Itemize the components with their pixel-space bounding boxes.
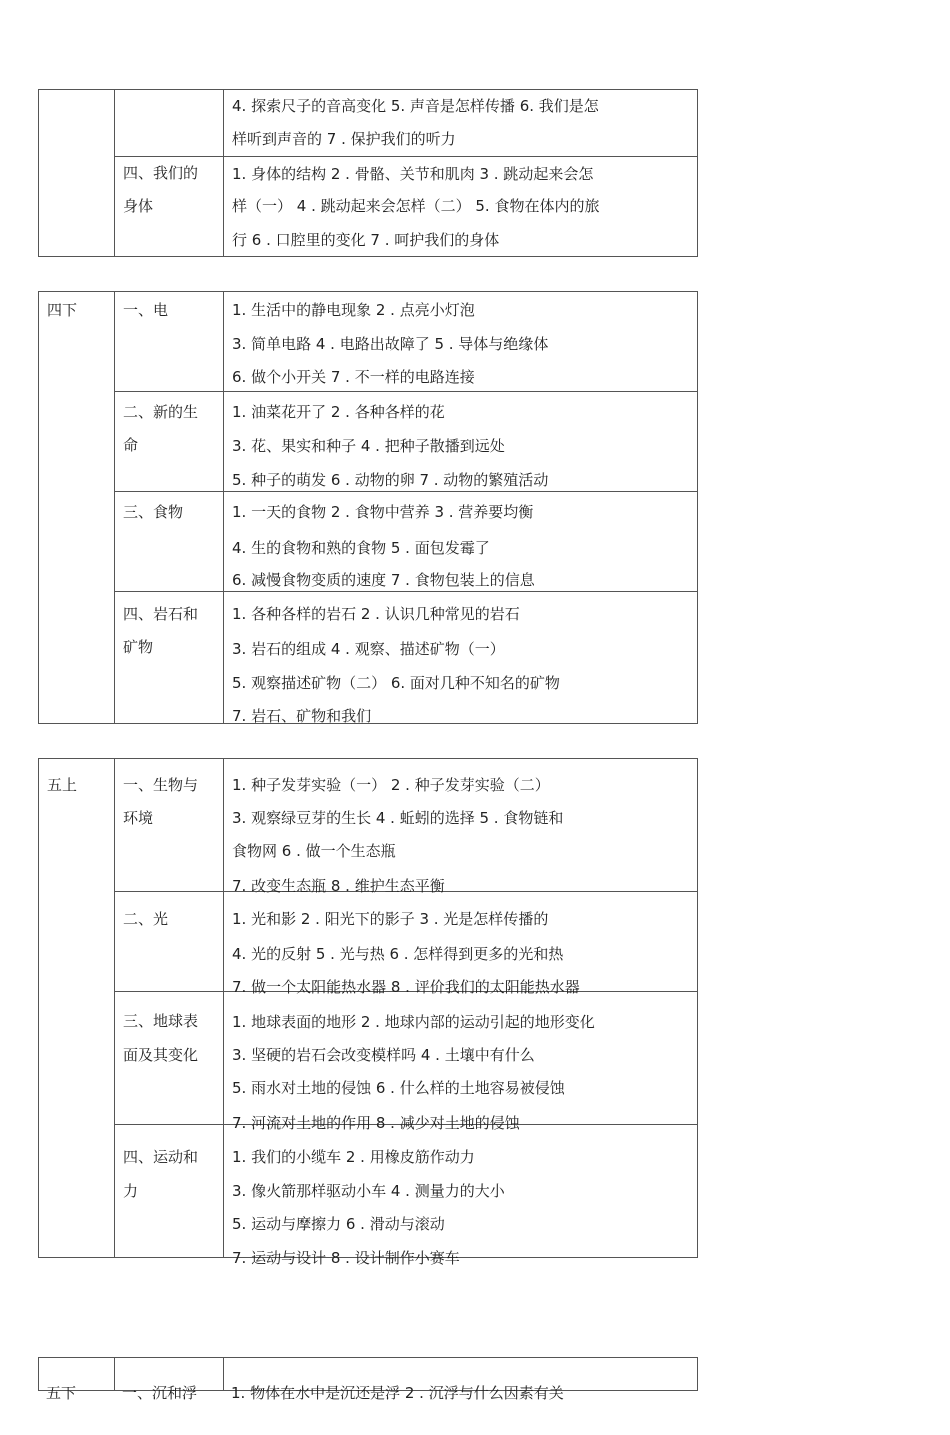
lesson-line: 6. 做个小开关 7 . 不一样的电路连接 (232, 368, 475, 386)
lesson-line: 1. 生活中的静电现象 2 . 点亮小灯泡 (232, 301, 475, 319)
unit-name: 三、地球表 (123, 1012, 199, 1030)
column-divider (223, 1358, 224, 1390)
lesson-line: 5. 雨水对土地的侵蚀 6 . 什么样的土地容易被侵蚀 (232, 1079, 565, 1097)
lesson-line: 3. 观察绿豆芽的生长 4 . 蚯蚓的选择 5 . 食物链和 (232, 809, 564, 827)
column-divider (223, 759, 224, 1257)
lesson-line: 4. 生的食物和熟的食物 5 . 面包发霉了 (232, 539, 490, 557)
lesson-line: 1. 光和影 2 . 阳光下的影子 3 . 光是怎样传播的 (232, 910, 549, 928)
row-divider (114, 156, 697, 157)
lesson-line: 食物网 6 . 做一个生态瓶 (232, 842, 396, 860)
unit-name: 命 (123, 436, 139, 454)
lesson-line: 3. 岩石的组成 4 . 观察、描述矿物（一） (232, 640, 505, 658)
unit-name: 力 (123, 1182, 139, 1200)
lesson-line: 7. 河流对土地的作用 8 . 减少对土地的侵蚀 (232, 1114, 520, 1132)
lesson-line: 3. 像火箭那样驱动小车 4 . 测量力的大小 (232, 1182, 505, 1200)
lesson-line: 3. 坚硬的岩石会改变模样吗 4 . 土壤中有什么 (232, 1046, 535, 1064)
column-divider (223, 90, 224, 256)
lesson-line: 1. 身体的结构 2 . 骨骼、关节和肌肉 3 . 跳动起来会怎 (232, 165, 594, 183)
unit-name: 三、食物 (123, 503, 184, 521)
unit-name: 一、沉和浮 (122, 1384, 198, 1402)
lesson-line: 1. 地球表面的地形 2 . 地球内部的运动引起的地形变化 (232, 1013, 595, 1031)
unit-name: 一、电 (123, 301, 169, 319)
curriculum-table-continued (38, 89, 698, 257)
column-divider (114, 90, 115, 256)
lesson-line: 1. 一天的食物 2 . 食物中营养 3 . 营养要均衡 (232, 503, 534, 521)
unit-name: 四、我们的 (123, 164, 199, 182)
lesson-line: 样听到声音的 7 . 保护我们的听力 (232, 130, 456, 148)
lesson-line: 1. 油菜花开了 2 . 各种各样的花 (232, 403, 445, 421)
row-divider (114, 391, 697, 392)
row-divider (114, 491, 697, 492)
row-divider (114, 591, 697, 592)
unit-name: 环境 (123, 809, 154, 827)
lesson-line: 3. 简单电路 4 . 电路出故障了 5 . 导体与绝缘体 (232, 335, 549, 353)
lesson-line: 6. 减慢食物变质的速度 7 . 食物包装上的信息 (232, 571, 535, 589)
grade-label: 五上 (47, 776, 78, 794)
lesson-line: 7. 运动与设计 8 . 设计制作小赛车 (232, 1249, 460, 1267)
grade-label: 四下 (47, 301, 78, 319)
unit-name: 二、光 (123, 910, 169, 928)
lesson-line: 1. 物体在水中是沉还是浮 2 . 沉浮与什么因素有关 (231, 1384, 564, 1402)
unit-name: 四、岩石和 (123, 605, 199, 623)
lesson-line: 7. 改变生态瓶 8 . 维护生态平衡 (232, 877, 445, 895)
grade-label: 五下 (46, 1384, 77, 1402)
column-divider (114, 292, 115, 723)
lesson-line: 4. 探索尺子的音高变化 5. 声音是怎样传播 6. 我们是怎 (232, 97, 599, 115)
column-divider (114, 1358, 115, 1390)
unit-name: 一、生物与 (123, 776, 199, 794)
lesson-line: 1. 种子发芽实验（一） 2 . 种子发芽实验（二） (232, 776, 550, 794)
unit-name: 矿物 (123, 638, 154, 656)
lesson-line: 1. 各种各样的岩石 2 . 认识几种常见的岩石 (232, 605, 520, 623)
lesson-line: 7. 岩石、矿物和我们 (232, 707, 372, 725)
unit-name: 面及其变化 (123, 1046, 199, 1064)
unit-name: 二、新的生 (123, 403, 199, 421)
lesson-line: 5. 观察描述矿物（二） 6. 面对几种不知名的矿物 (232, 674, 560, 692)
lesson-line: 1. 我们的小缆车 2 . 用橡皮筋作动力 (232, 1148, 475, 1166)
column-divider (114, 759, 115, 1257)
lesson-line: 4. 光的反射 5 . 光与热 6 . 怎样得到更多的光和热 (232, 945, 564, 963)
unit-name: 身体 (123, 197, 154, 215)
column-divider (223, 292, 224, 723)
lesson-line: 5. 种子的萌发 6 . 动物的卵 7 . 动物的繁殖活动 (232, 471, 549, 489)
curriculum-table-grade4-second (38, 291, 698, 724)
lesson-line: 3. 花、果实和种子 4 . 把种子散播到远处 (232, 437, 505, 455)
unit-name: 四、运动和 (123, 1148, 199, 1166)
lesson-line: 样（一） 4 . 跳动起来会怎样（二） 5. 食物在体内的旅 (232, 197, 600, 215)
curriculum-table-grade5-first (38, 758, 698, 1267)
lesson-line: 5. 运动与摩擦力 6 . 滑动与滚动 (232, 1215, 445, 1233)
lesson-line: 7. 做一个太阳能热水器 8 . 评价我们的太阳能热水器 (232, 978, 580, 996)
lesson-line: 行 6 . 口腔里的变化 7 . 呵护我们的身体 (232, 231, 500, 249)
